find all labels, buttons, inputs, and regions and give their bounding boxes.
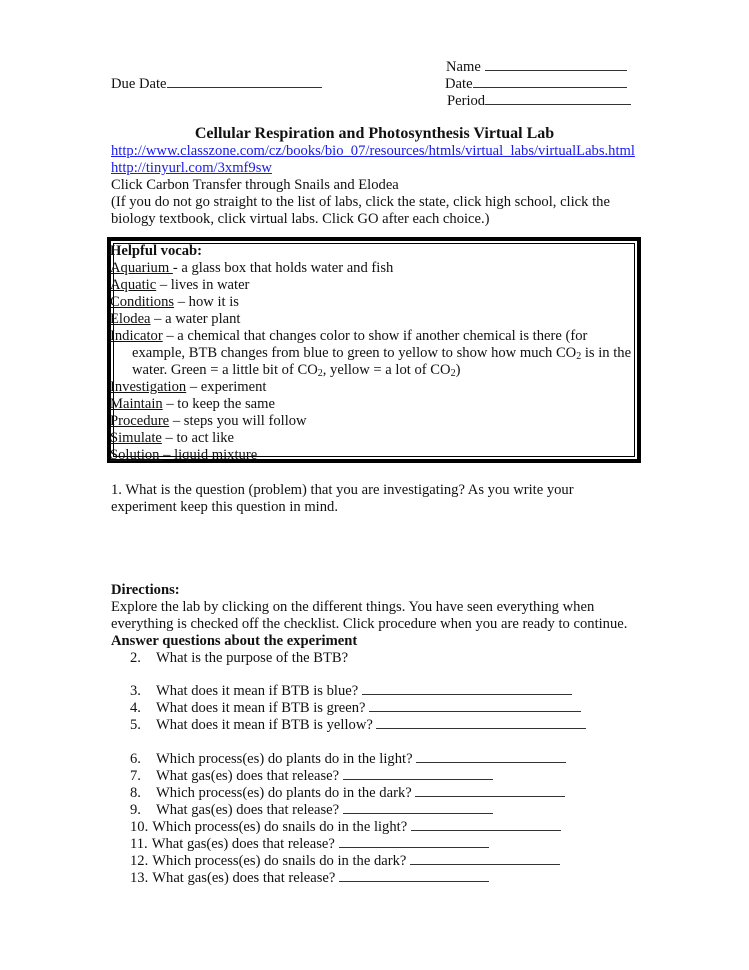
- question-item: [130, 817, 561, 834]
- question-item: [130, 783, 565, 800]
- question-text: What gas(es) does that release?: [156, 768, 343, 784]
- vocab-text: example, BTB changes from blue to green to yellow to show how much CO: [132, 345, 577, 361]
- vocab-item: [110, 396, 631, 413]
- classzone-link[interactable]: http://www.classzone.com/cz/books/bio_07/resources/htmls/virtual_labs/virtualLabs.html: [111, 143, 635, 159]
- due-date-field: [111, 74, 322, 93]
- vocab-item: [110, 294, 631, 311]
- question-number: 12.: [130, 853, 149, 869]
- answer-blank[interactable]: [343, 766, 493, 780]
- vocab-term: Elodea: [110, 311, 151, 327]
- question-number: 3.: [130, 683, 141, 699]
- vocab-def: – liquid mixture: [163, 447, 258, 463]
- period-label: Period: [447, 93, 486, 109]
- answer-blank[interactable]: [376, 715, 586, 729]
- question-item: [130, 766, 493, 783]
- question-number: 2.: [130, 650, 141, 666]
- vocab-item: [110, 447, 631, 464]
- question-text: What is the purpose of the BTB?: [156, 650, 349, 666]
- period-field: [447, 91, 631, 110]
- vocab-item: [110, 379, 631, 396]
- question-1-line: 1. What is the question (problem) that you are investigating? As you write your: [111, 482, 574, 498]
- vocab-term: Solution: [110, 447, 164, 463]
- answer-blank[interactable]: [362, 681, 572, 695]
- subscript: 2: [317, 368, 323, 379]
- question-item: [130, 800, 493, 817]
- name-label: Name: [446, 59, 481, 75]
- name-input[interactable]: [485, 57, 627, 71]
- question-text: Which process(es) do plants do in the light?: [156, 751, 417, 767]
- answer-blank[interactable]: [415, 783, 565, 797]
- question-text: Which process(es) do plants do in the dark?: [156, 785, 416, 801]
- vocab-item: [110, 328, 631, 345]
- vocab-term: Aquatic: [110, 277, 157, 293]
- vocab-term: Aquarium: [110, 260, 173, 276]
- vocab-term: Conditions: [110, 294, 175, 310]
- question-text: What gas(es) does that release?: [152, 870, 340, 886]
- question-number: 9.: [130, 802, 141, 818]
- due-date-label: Due Date: [111, 76, 167, 92]
- vocab-term: Maintain: [110, 396, 163, 412]
- answer-blank[interactable]: [369, 698, 581, 712]
- tinyurl-link[interactable]: http://tinyurl.com/3xmf9sw: [111, 160, 272, 176]
- directions-line: Explore the lab by clicking on the different things. You have seen everything when: [111, 599, 595, 615]
- question-item: [130, 834, 489, 851]
- question-number: 7.: [130, 768, 141, 784]
- question-number: 4.: [130, 700, 141, 716]
- vocab-item-continuation: [110, 345, 631, 362]
- vocab-item-continuation: [110, 362, 631, 379]
- vocab-term: Simulate: [110, 430, 162, 446]
- vocab-def: – a water plant: [150, 311, 241, 327]
- question-item: [130, 715, 586, 732]
- vocab-item: [110, 413, 631, 430]
- date-input[interactable]: [473, 74, 627, 88]
- question-1-line: experiment keep this question in mind.: [111, 499, 338, 515]
- question-text: What does it mean if BTB is green?: [156, 700, 370, 716]
- question-item: [130, 681, 572, 698]
- question-item: [130, 868, 489, 885]
- vocab-item: [110, 277, 631, 294]
- answer-blank[interactable]: [410, 851, 560, 865]
- vocab-text: ): [455, 362, 461, 378]
- subscript: 2: [576, 351, 582, 362]
- due-date-input[interactable]: [167, 74, 322, 88]
- instruction-line: biology textbook, click virtual labs. Click GO after each choice.): [111, 211, 490, 227]
- vocab-def: – to act like: [161, 430, 235, 446]
- question-item: [130, 698, 581, 715]
- vocab-list: [110, 243, 631, 464]
- directions-line: everything is checked off the checklist. Click procedure when you are ready to continue.: [111, 616, 628, 632]
- question-text: What gas(es) does that release?: [151, 836, 339, 852]
- vocab-def: – lives in water: [156, 277, 250, 293]
- answer-blank[interactable]: [411, 817, 561, 831]
- vocab-term: Procedure: [110, 413, 170, 429]
- question-number: 8.: [130, 785, 141, 801]
- question-item: [130, 650, 348, 667]
- vocab-def: – experiment: [186, 379, 267, 395]
- vocab-def: – a chemical that changes color to show if another chemical is there (for: [162, 328, 588, 344]
- vocab-term: Indicator: [110, 328, 163, 344]
- vocab-def: – how it is: [174, 294, 239, 310]
- instruction-line: (If you do not go straight to the list of labs, click the state, click high school, click the: [111, 194, 610, 210]
- date-label: Date: [445, 76, 473, 92]
- instruction-line: Click Carbon Transfer through Snails and Elodea: [111, 177, 399, 193]
- vocab-term: Investigation: [110, 379, 187, 395]
- question-text: Which process(es) do snails do in the light?: [152, 819, 411, 835]
- question-number: 5.: [130, 717, 141, 733]
- question-item: [130, 749, 566, 766]
- answer-blank[interactable]: [339, 868, 489, 882]
- vocab-def: – to keep the same: [162, 396, 275, 412]
- vocab-text: is in the: [581, 345, 632, 361]
- answer-blank[interactable]: [416, 749, 566, 763]
- period-input[interactable]: [485, 91, 631, 105]
- question-text: What does it mean if BTB is blue?: [156, 683, 362, 699]
- vocab-item: [110, 260, 631, 277]
- vocab-heading: Helpful vocab:: [110, 243, 203, 259]
- page-title: Cellular Respiration and Photosynthesis Virtual Lab: [194, 125, 555, 142]
- subscript: 2: [450, 368, 456, 379]
- question-number: 10.: [130, 819, 149, 835]
- directions-subheading: Answer questions about the experiment: [111, 633, 358, 649]
- answer-blank[interactable]: [343, 800, 493, 814]
- question-number: 13.: [130, 870, 149, 886]
- answer-blank[interactable]: [339, 834, 489, 848]
- question-text: Which process(es) do snails do in the dark?: [152, 853, 410, 869]
- question-text: What does it mean if BTB is yellow?: [156, 717, 377, 733]
- question-number: 11.: [130, 836, 148, 852]
- question-item: [130, 851, 560, 868]
- vocab-def: – steps you will follow: [169, 413, 307, 429]
- question-number: 6.: [130, 751, 141, 767]
- directions-heading: Directions:: [111, 582, 180, 598]
- question-text: What gas(es) does that release?: [156, 802, 343, 818]
- vocab-text: , yellow = a lot of CO: [322, 362, 451, 378]
- vocab-def: - a glass box that holds water and fish: [172, 260, 394, 276]
- vocab-item: [110, 311, 631, 328]
- vocab-text: water. Green = a little bit of CO: [132, 362, 318, 378]
- vocab-item: [110, 430, 631, 447]
